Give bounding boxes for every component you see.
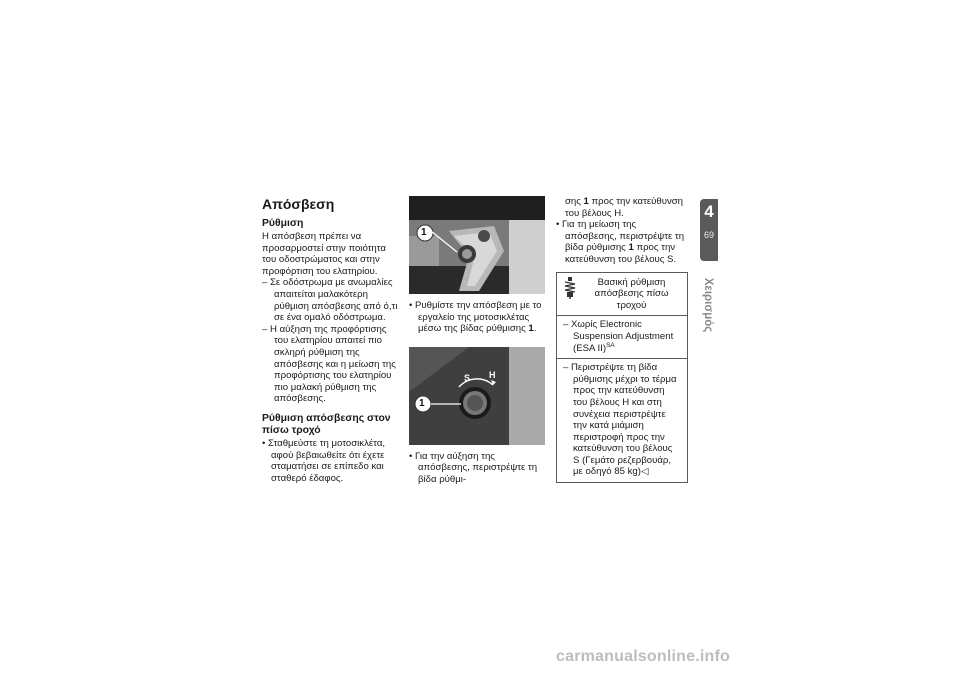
bullet-reduce-text: • Για τη μείωση της απόσβεσης, περιστρέψτε τη βίδα ρύθμισης <box>556 219 685 254</box>
column-right <box>556 196 688 483</box>
subsection-title-rear-damping: Ρύθμιση απόσβεσης στον πίσω τροχό <box>262 412 391 436</box>
box-title: Βασική ρύθμιση απόσβεσης πίσω τροχού <box>594 276 669 311</box>
watermark: carmanualsonline.info <box>556 648 731 665</box>
continuation-text-a: σης <box>565 196 584 207</box>
bullet-park-motorcycle: • Σταθμεύστε τη μοτοσικλέτα, αφού βεβαιωθείτε ότι έχετε σταματήσει σε επίπεδο και σταθερό έδαφος. <box>262 437 386 484</box>
subsection-title-adjustment: Ρύθμιση <box>262 218 304 229</box>
box-condition-sup: SA <box>606 341 615 349</box>
column-middle <box>409 196 547 486</box>
basic-setting-box <box>556 272 688 484</box>
bullet-reduce-callout: 1 <box>628 242 634 254</box>
photo1-callout-number: 1 <box>421 227 427 238</box>
box-condition <box>557 315 687 358</box>
box-condition-text <box>563 319 681 354</box>
page-number: 69 <box>703 230 714 240</box>
photo-damper-adjuster-overview <box>409 196 545 294</box>
intro-paragraph: Η απόσβεση πρέπει να προσαρμοστεί στην ποιότητα του οδοστρώματος και στην προφόρτιση του ελατηρίου. <box>262 231 386 277</box>
bullet-adjust-with-tool <box>409 300 547 335</box>
column-left <box>262 196 400 484</box>
photo-adjuster-knob <box>409 347 545 445</box>
box-instruction <box>557 358 687 482</box>
continuation-increase-damping <box>556 196 688 219</box>
chapter-tab <box>700 199 718 261</box>
bullet-adjust-callout: 1 <box>528 323 534 335</box>
continuation-text-b: προς την κατεύθυνση του βέλους H. <box>565 196 684 219</box>
dash-item-preload: – Η αύξηση της προφόρτισης του ελατηρίου απαιτεί πιο σκληρή ρύθμιση της απόσβεσης και η μείωση της προφόρτισης του ελατηρίου πιο μαλακή ρύθμιση της απόσβεσης. <box>262 323 396 405</box>
bullet-reduce-end: προς την κατεύθυνση του βέλους S. <box>565 242 677 265</box>
chapter-number: 4 <box>704 202 714 221</box>
box-condition-label: – Χωρίς Electronic Suspension Adjustment (ESA II) <box>563 319 674 354</box>
bullet-reduce-damping <box>556 219 688 265</box>
box-header <box>557 273 687 316</box>
dash-item-rough-road: – Σε οδόστρωμα με ανωμαλίες απαιτείται μαλακότερη ρύθμιση απόσβεσης από ό,τι σε ένα ομαλό οδόστρωμα. <box>262 277 398 324</box>
photo2-label-h: H <box>489 369 496 380</box>
chapter-label-vertical <box>688 265 728 350</box>
bullet-adjust-text: • Ρυθμίστε την απόσβεση με το εργαλείο της μοτοσικλέτας μέσω της βίδας ρύθμισης <box>409 300 542 335</box>
section-title: Απόσβεση <box>262 196 335 212</box>
box-instruction-text: – Περιστρέψτε τη βίδα ρύθμισης μέχρι το τέρμα προς την κατεύθυνση του βέλους H και στη συνέχεια περιστρέψτε την κατά μιάμιση περιστροφή προς την κατεύθυνση του βέλους S (Γεμάτο ρεζερβουάρ, με οδηγό 85 kg)◁ <box>563 362 677 478</box>
bullet-adjust-end: . <box>533 323 537 335</box>
continuation-callout: 1 <box>583 196 589 207</box>
bullet-increase-damping: • Για την αύξηση της απόσβεσης, περιστρέψτε τη βίδα ρύθμι- <box>409 450 538 485</box>
chapter-label: Χειρισμός <box>702 277 714 333</box>
spring-strut-icon <box>563 277 577 303</box>
photo2-label-s: S <box>464 372 471 383</box>
photo2-callout-number: 1 <box>419 397 425 409</box>
